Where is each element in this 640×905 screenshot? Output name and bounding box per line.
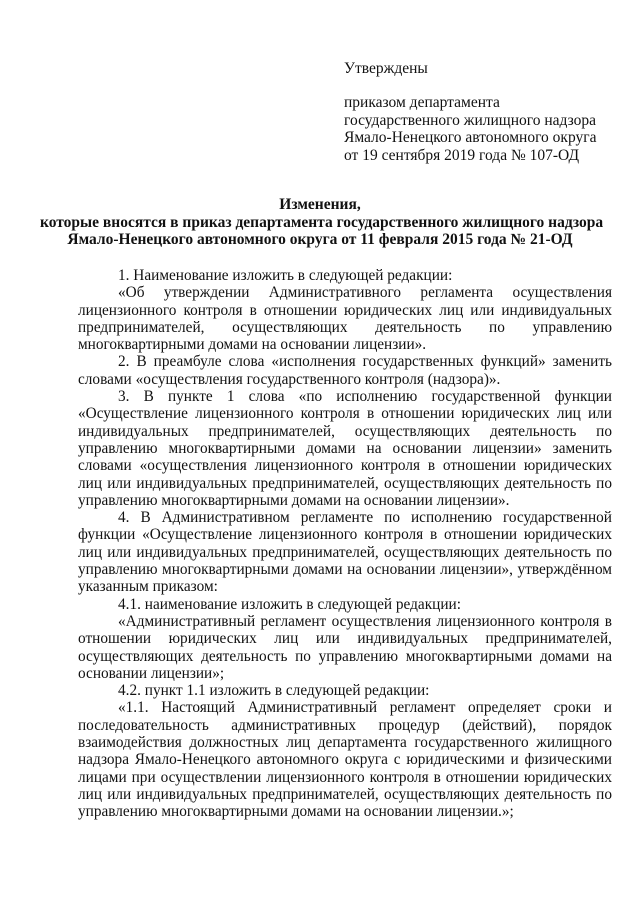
paragraph-4: 4. В Административном регламенте по исполнению государственной функции «Осуществление лицензионного контроля в отношении юридических лиц или индивидуальных предпринимателей, осуществляющих деятельность по управлению многоквартирными домами на основании лицензии», утверждённом указанным приказом: xyxy=(78,509,612,596)
approval-order-line: государственного жилищного надзора xyxy=(344,111,597,129)
paragraph-1-quote: «Об утверждении Административного регламента осуществления лицензионного контроля в отношении юридических лиц или индивидуальных предпринимателей, осуществляющих деятельность по управлению многоквартирными домами на основании лицензии». xyxy=(78,284,612,354)
title-line: которые вносятся в приказ департамента государственного жилищного надзора xyxy=(40,213,604,231)
paragraph-1: 1. Наименование изложить в следующей редакции: xyxy=(118,267,453,284)
title-line: Изменения, xyxy=(279,196,361,213)
paragraph-4-1: 4.1. наименование изложить в следующей редакции: xyxy=(118,595,461,613)
paragraph-3: 3. В пункте 1 слова «по исполнению государственной функции «Осуществление лицензионного контроля в отношении юридических лиц или индивидуальных предпринимателей, осуществляющих деятельность по управлению многоквартирными домами на основании лицензии» заменить словами «осуществления лицензионного контроля в отношении юридических лиц или индивидуальных предпринимателей, осуществляющих деятельность по управлению многоквартирными домами на основании лицензии». xyxy=(78,388,612,509)
paragraph-4-2-quote: «1.1. Настоящий Административный регламент определяет сроки и последовательность административных процедур (действий), порядок взаимодействия должностных лиц департамента государственного жилищного надзора Ямало-Ненецкого автономного округа с юридическими и физическими лицами при осуществлении лицензионного контроля в отношении юридических лиц или индивидуальных предпринимателей, осуществляющих деятельность по управлению многоквартирными домами на основании лицензии.»; xyxy=(78,699,612,821)
paragraph-4-2: 4.2. пункт 1.1 изложить в следующей редакции: xyxy=(118,682,430,700)
approval-order-line: приказом департамента xyxy=(344,94,500,111)
document-body xyxy=(78,267,612,821)
title-line: Ямало-Ненецкого автономного округа от 11 февраля 2015 года № 21-ОД xyxy=(67,231,573,248)
document-title xyxy=(40,196,604,249)
paragraph-2: 2. В преамбуле слова «исполнения государственных функций» заменить словами «осуществления государственного контроля (надзора)». xyxy=(78,353,612,388)
approval-order-line: Ямало-Ненецкого автономного округа xyxy=(344,129,597,146)
paragraph-4-1-quote: «Административный регламент осуществления лицензионного контроля в отношении юридических лиц или индивидуальных предпринимателей, осуществляющих деятельность по управлению многоквартирными домами на основании лицензии»; xyxy=(78,612,612,682)
approved-label: Утверждены xyxy=(344,60,428,77)
approval-order-reference xyxy=(344,94,596,164)
approval-order-date-number: от 19 сентября 2019 года № 107-ОД xyxy=(344,146,580,164)
